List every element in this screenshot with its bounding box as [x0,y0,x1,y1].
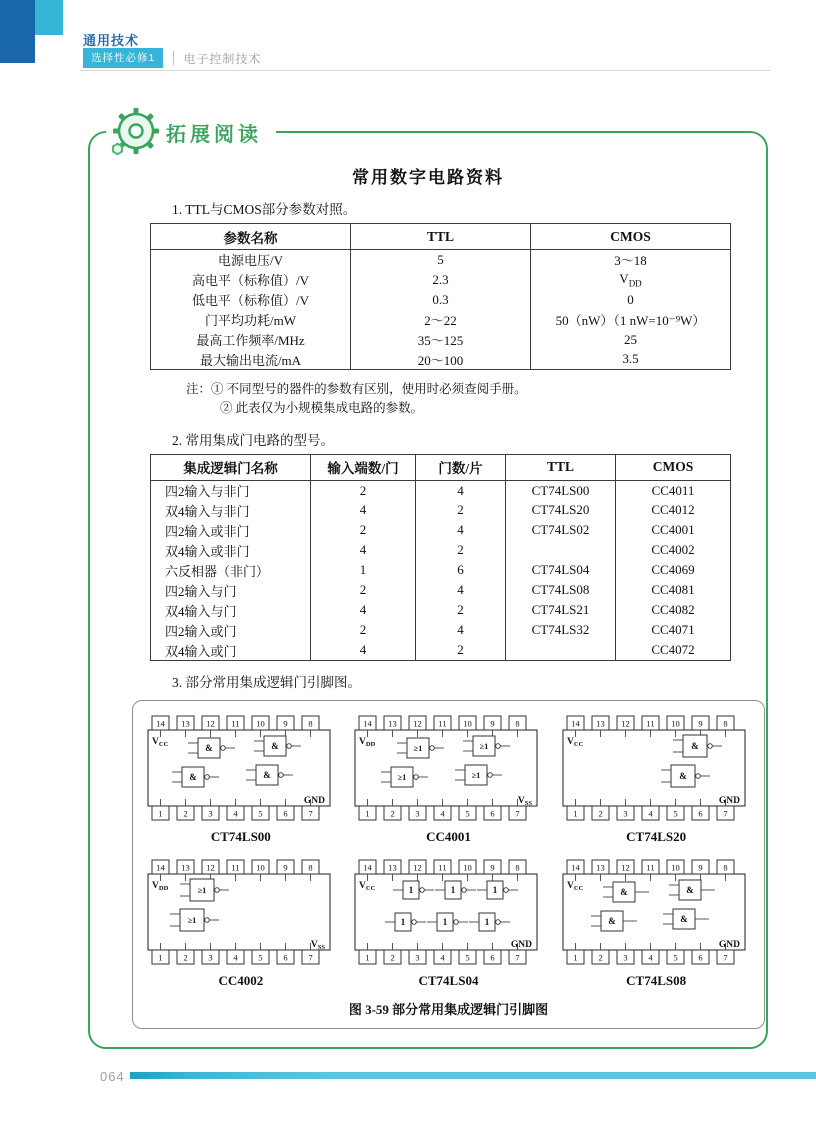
section2-heading: 2. 常用集成门电路的型号。 [172,432,334,448]
column-header: 参数名称 [151,224,351,250]
svg-text:8: 8 [515,862,521,873]
table-cell: 4 [416,480,506,500]
column-header: TTL [351,224,531,250]
svg-text:3: 3 [623,808,628,819]
header-row [151,454,731,480]
ic-name: CT74LS04 [418,972,479,988]
table-row [151,600,731,620]
svg-text:1: 1 [573,952,578,963]
header-cyan-block [35,0,63,35]
svg-text:8: 8 [723,862,728,873]
svg-text:11: 11 [646,862,655,873]
svg-text:1: 1 [401,916,406,927]
table-cell: 双4输入与非门 [151,500,311,520]
svg-text:≥1: ≥1 [480,741,489,751]
svg-text:≥1: ≥1 [472,770,481,780]
svg-text:≥1: ≥1 [187,915,197,925]
ic-pinout-svg [554,857,754,967]
table-row [151,500,731,520]
svg-text:2: 2 [598,952,603,963]
svg-text:13: 13 [388,718,398,729]
header-subject: 通用技术 [83,33,140,48]
svg-text:&: & [271,740,279,751]
svg-text:VCC​: $V_{CC}$ [567,736,584,748]
svg-text:10: 10 [256,862,265,873]
table-cell: 最大输出电流/mA [151,350,351,370]
table-cell: 0.3 [351,290,531,310]
svg-text:&: & [680,913,688,924]
table-cell: 4 [416,620,506,640]
svg-text:GND: GND [303,795,325,806]
table-cell: CT74LS32 [506,620,616,640]
svg-text:12: 12 [413,718,423,729]
extended-reading-badge [106,107,276,157]
table-cell: 2 [311,520,416,540]
table-cell: CC4071 [616,620,731,640]
table-cell: 4 [416,580,506,600]
header-blue-block [0,0,35,63]
extended-reading-panel [88,123,768,1049]
table-row [151,330,731,350]
svg-text:&: & [620,886,628,897]
table-cell: 2 [311,480,416,500]
ic-pinout-svg [139,713,339,823]
table-cell: 6 [416,560,506,580]
table-cell: 双4输入或非门 [151,540,311,560]
svg-text:10: 10 [671,718,680,729]
svg-text:1: 1 [443,916,448,927]
table-cell [506,640,616,660]
svg-text:7: 7 [308,808,313,819]
svg-text:&: & [189,771,197,782]
table-cell: 4 [311,600,416,620]
table-row [151,580,731,600]
table-cell: $V_{DD}$ [531,270,731,290]
svg-text:13: 13 [388,862,398,873]
table-cell: CC4011 [616,480,731,500]
svg-text:2: 2 [390,808,396,819]
svg-text:5: 5 [465,952,471,963]
table-cell: CC4069 [616,560,731,580]
ic-grid [137,713,760,989]
table-row [151,270,731,290]
svg-text:1: 1 [365,952,371,963]
column-header: TTL [506,454,616,480]
svg-text:6: 6 [698,952,703,963]
svg-text:7: 7 [723,952,728,963]
ic-diagram [346,713,550,845]
table-cell: 六反相器（非门） [151,560,311,580]
ic-diagram [346,857,550,989]
svg-text:≥1: ≥1 [398,772,407,782]
ic-diagram [139,857,343,989]
table-row [151,480,731,500]
page-number: 064 [100,1069,125,1084]
svg-text:6: 6 [283,952,288,963]
table-cell: 最高工作频率/MHz [151,330,351,350]
svg-text:1: 1 [485,916,490,927]
svg-text:1: 1 [409,884,414,895]
table-cell: 4 [416,520,506,540]
svg-text:9: 9 [490,862,496,873]
svg-text:3: 3 [208,808,213,819]
table-cell: CC4082 [616,600,731,620]
svg-text:11: 11 [438,718,448,729]
svg-text:8: 8 [515,718,521,729]
note-line-1: 注：① 不同型号的器件的参数有区别，使用时必须查阅手册。 [186,382,527,396]
svg-text:4: 4 [440,808,446,819]
header-divider [173,51,174,65]
svg-text:9: 9 [490,718,496,729]
svg-text:5: 5 [465,808,471,819]
svg-text:≥1: ≥1 [197,885,207,895]
table-cell: 35～125 [351,330,531,350]
svg-text:2: 2 [183,952,188,963]
svg-text:10: 10 [671,862,680,873]
ic-name: CT74LS00 [210,828,271,844]
svg-text:GND: GND [511,939,533,950]
svg-text:7: 7 [723,808,728,819]
table-cell: CC4072 [616,640,731,660]
table-cell: 2.3 [351,270,531,290]
svg-text:8: 8 [308,718,313,729]
table-row [151,350,731,370]
table-cell: CT74LS00 [506,480,616,500]
svg-text:3: 3 [415,952,421,963]
table-cell: 双4输入与门 [151,600,311,620]
svg-text:5: 5 [258,952,263,963]
svg-text:&: & [608,915,616,926]
svg-text:3: 3 [623,952,628,963]
svg-text:8: 8 [308,862,313,873]
column-header: 门数/片 [416,454,506,480]
table-cell: 低电平（标称值）/V [151,290,351,310]
svg-text:10: 10 [463,862,473,873]
table-row [151,620,731,640]
gear-icon [110,107,162,157]
svg-text:7: 7 [515,952,521,963]
table-cell: 四2输入与门 [151,580,311,600]
footer-bar [130,1072,816,1079]
svg-text:11: 11 [231,718,240,729]
table-cell: CT74LS04 [506,560,616,580]
svg-text:7: 7 [515,808,521,819]
svg-text:9: 9 [283,862,288,873]
ic-pinout-svg [139,857,339,967]
table-cell: 4 [311,640,416,660]
svg-text:14: 14 [363,718,373,729]
page-title: 常用数字电路资料 [352,168,504,187]
header-course: 电子控制技术 [183,51,262,66]
svg-text:13: 13 [596,718,605,729]
table-cell: CC4001 [616,520,731,540]
header-module-tag: 选择性必修1 [83,48,163,68]
column-header: 输入端数/门 [311,454,416,480]
svg-text:1: 1 [451,884,456,895]
table-cell: 2 [416,600,506,620]
svg-text:1: 1 [158,952,163,963]
svg-text:4: 4 [648,952,653,963]
table-row [151,250,731,270]
note-line-2: ② 此表仅为小规模集成电路的参数。 [220,401,424,416]
table-cell: 双4输入或门 [151,640,311,660]
svg-text:4: 4 [233,808,238,819]
table-cell [506,540,616,560]
svg-text:8: 8 [723,718,728,729]
table-cell: 四2输入与非门 [151,480,311,500]
table-cell: 2 [311,580,416,600]
svg-text:14: 14 [156,718,165,729]
table-cell: 1 [311,560,416,580]
svg-text:2: 2 [598,808,603,819]
table-cell: 四2输入或门 [151,620,311,640]
svg-text:6: 6 [490,952,496,963]
svg-text:≥1: ≥1 [414,743,423,753]
svg-text:9: 9 [283,718,288,729]
table-cell: 电源电压/V [151,250,351,270]
ic-pinout-svg [346,713,546,823]
svg-text:10: 10 [256,718,265,729]
svg-text:4: 4 [440,952,446,963]
table-cell: 四2输入或非门 [151,520,311,540]
svg-text:VCC​: $V_{CC}$ [151,736,169,748]
table-cell: 2 [416,500,506,520]
svg-text:6: 6 [490,808,496,819]
svg-text:VDD​: $V_{DD}$ [359,736,376,748]
svg-text:&: & [205,742,213,753]
svg-text:2: 2 [390,952,396,963]
svg-text:14: 14 [571,862,580,873]
table-row [151,560,731,580]
table-cell: 2 [416,640,506,660]
table-row [151,290,731,310]
ic-diagram [139,713,343,845]
svg-text:3: 3 [415,808,421,819]
svg-text:9: 9 [698,862,703,873]
table-row [151,310,731,330]
column-header: CMOS [531,224,731,250]
svg-text:2: 2 [183,808,188,819]
svg-text:12: 12 [413,862,423,873]
svg-text:GND: GND [719,795,741,806]
table-cell: 2 [416,540,506,560]
table-cell: CC4012 [616,500,731,520]
table-cell: CT74LS21 [506,600,616,620]
table-cell: CT74LS02 [506,520,616,540]
svg-text:12: 12 [206,718,215,729]
svg-text:4: 4 [233,952,238,963]
section1-heading: 1. TTL与CMOS部分参数对照。 [172,202,357,217]
table-cell: 高电平（标称值）/V [151,270,351,290]
svg-text:&: & [679,770,687,781]
table-cell: 2 [311,620,416,640]
svg-text:11: 11 [231,862,240,873]
svg-text:VSS​: $V_{SS}$ [310,939,325,951]
header-rule [80,70,770,71]
svg-text:14: 14 [156,862,165,873]
svg-text:VCC​: $V_{CC}$ [359,880,376,892]
pin-diagram-box [132,700,765,1029]
figure-caption: 图 3-59 部分常用集成逻辑门引脚图 [348,1001,549,1017]
svg-text:14: 14 [571,718,580,729]
ttl-cmos-parameter-table [150,223,731,370]
section3-heading: 3. 部分常用集成逻辑门引脚图。 [172,674,361,690]
svg-text:5: 5 [673,952,678,963]
svg-text:4: 4 [648,808,653,819]
table-row [151,540,731,560]
ic-name: CT74LS08 [626,972,687,988]
svg-text:12: 12 [621,718,630,729]
badge-label: 拓展阅读 [166,123,262,146]
table-cell: 4 [311,540,416,560]
svg-text:7: 7 [308,952,313,963]
table-cell: CC4002 [616,540,731,560]
svg-text:6: 6 [698,808,703,819]
svg-text:5: 5 [258,808,263,819]
svg-text:12: 12 [206,862,215,873]
table-cell: 5 [351,250,531,270]
svg-text:10: 10 [463,718,473,729]
table-cell: CT74LS20 [506,500,616,520]
svg-text:&: & [686,884,694,895]
table-row [151,640,731,660]
svg-text:1: 1 [365,808,371,819]
svg-text:VCC​: $V_{CC}$ [567,880,584,892]
table-cell: 4 [311,500,416,520]
ic-pinout-svg [346,857,546,967]
svg-text:3: 3 [208,952,213,963]
svg-text:9: 9 [698,718,703,729]
svg-text:5: 5 [673,808,678,819]
svg-text:13: 13 [181,862,190,873]
table-cell: 0 [531,290,731,310]
table-cell: 门平均功耗/mW [151,310,351,330]
ic-diagram [554,713,758,845]
svg-text:13: 13 [181,718,190,729]
svg-text:&: & [263,769,271,780]
svg-text:12: 12 [621,862,630,873]
svg-text:GND: GND [719,939,741,950]
table-cell: 50（nW）（1 nW=10⁻⁹W） [531,310,731,330]
table-cell: 3～18 [531,250,731,270]
header-row [151,224,731,250]
table-cell: 2～22 [351,310,531,330]
svg-text:VSS​: $V_{SS}$ [518,795,533,807]
header-row [83,48,261,68]
table-cell: CC4081 [616,580,731,600]
ic-name: CT74LS20 [626,828,687,844]
column-header: 集成逻辑门名称 [151,454,311,480]
ic-name: CC4001 [426,828,471,844]
svg-text:11: 11 [646,718,655,729]
table-cell: 3.5 [531,350,731,370]
table-notes [186,380,766,419]
svg-text:1: 1 [573,808,578,819]
svg-text:1: 1 [493,884,498,895]
table-cell: 20～100 [351,350,531,370]
svg-text:1: 1 [158,808,163,819]
ic-diagram [554,857,758,989]
table-row [151,520,731,540]
svg-text:11: 11 [438,862,448,873]
table-cell: CT74LS08 [506,580,616,600]
gate-ic-model-table [150,454,731,661]
svg-text:14: 14 [363,862,373,873]
column-header: CMOS [616,454,731,480]
svg-text:VDD​: $V_{DD}$ [151,880,169,892]
svg-text:13: 13 [596,862,605,873]
svg-text:&: & [691,740,699,751]
svg-text:6: 6 [283,808,288,819]
table-cell: 25 [531,330,731,350]
ic-name: CC4002 [218,972,264,988]
ic-pinout-svg [554,713,754,823]
